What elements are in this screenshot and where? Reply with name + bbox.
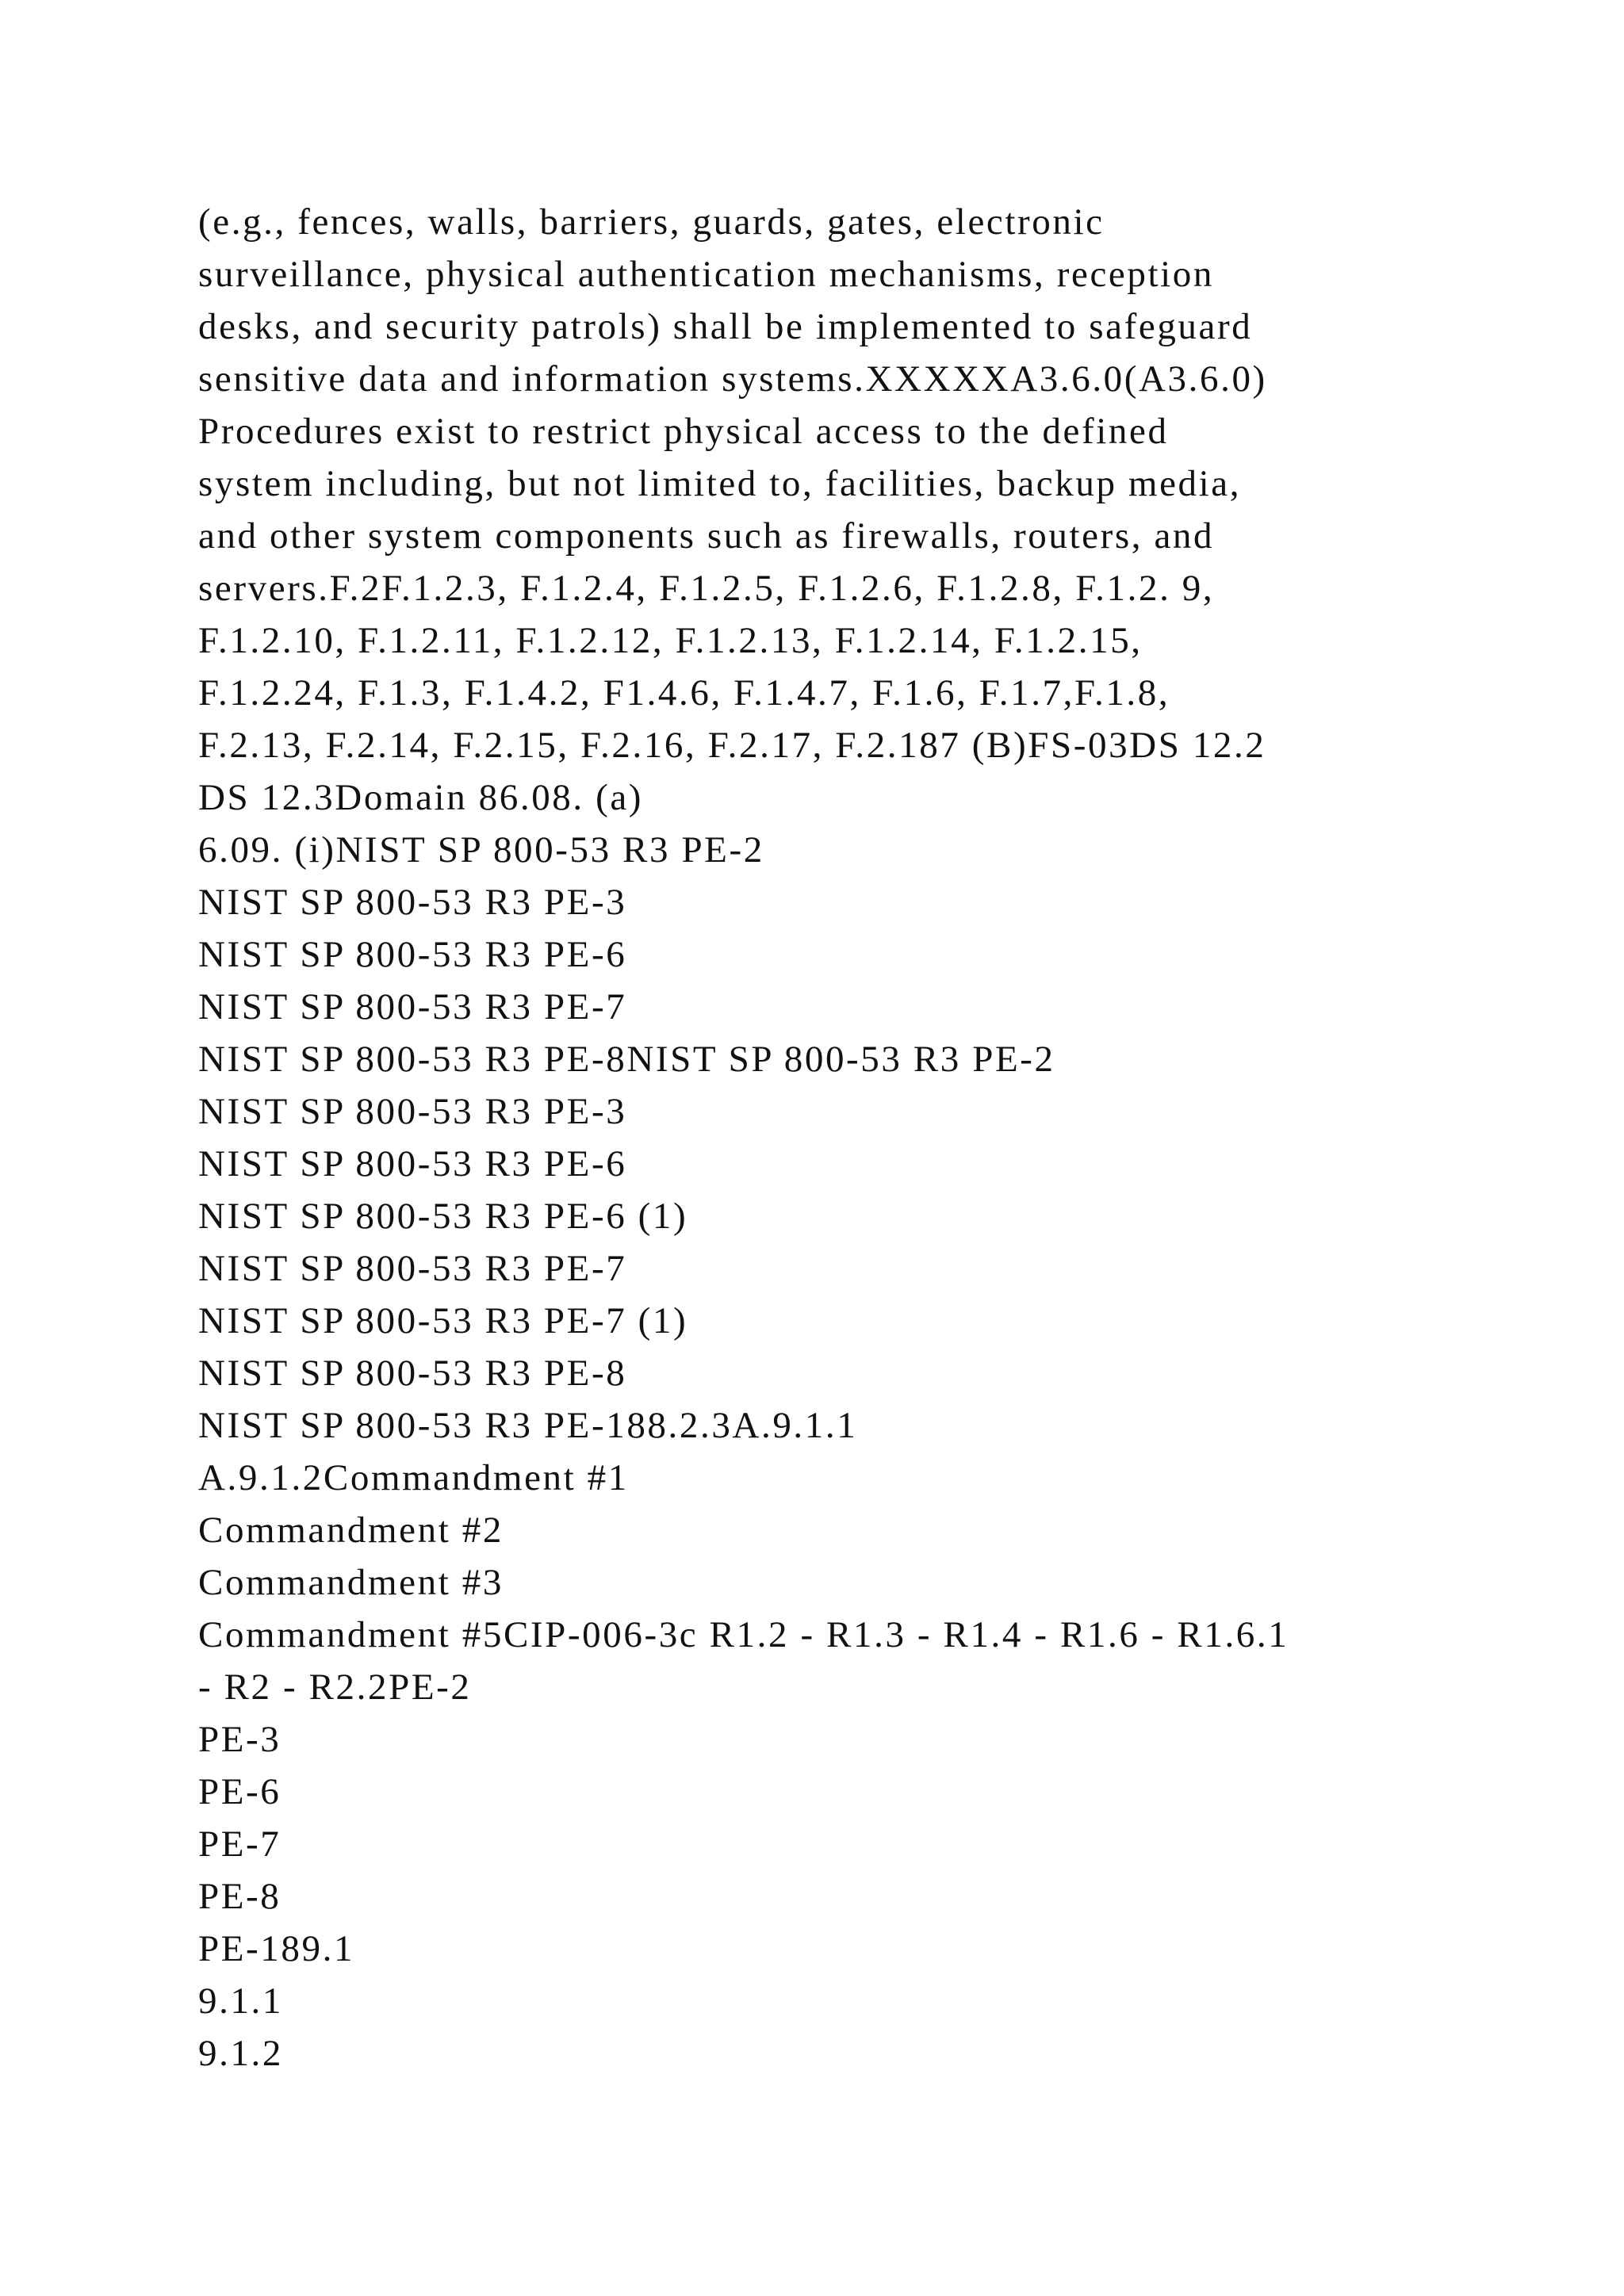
text-line: Commandment #5CIP-006-3c R1.2 - R1.3 - R1.4 - R1.6 - R1.6.1: [198, 1614, 1289, 1655]
text-line: system including, but not limited to, facilities, backup media,: [198, 463, 1242, 504]
text-line: F.2.13, F.2.14, F.2.15, F.2.16, F.2.17, F.2.187 (B)FS-03DS 12.2: [198, 725, 1266, 766]
text-line: NIST SP 800-53 R3 PE-6: [198, 934, 627, 975]
text-line: 9.1.1: [198, 1980, 283, 2022]
text-line: NIST SP 800-53 R3 PE-6: [198, 1143, 627, 1184]
text-line: F.1.2.10, F.1.2.11, F.1.2.12, F.1.2.13, F.1.2.14, F.1.2.15,: [198, 620, 1143, 661]
text-line: Commandment #3: [198, 1562, 504, 1603]
text-line: NIST SP 800-53 R3 PE-7: [198, 1248, 627, 1289]
text-line: Commandment #2: [198, 1510, 504, 1551]
text-line: NIST SP 800-53 R3 PE-188.2.3A.9.1.1: [198, 1405, 858, 1446]
text-line: NIST SP 800-53 R3 PE-3: [198, 882, 627, 923]
text-line: PE-6: [198, 1771, 282, 1812]
text-line: NIST SP 800-53 R3 PE-8NIST SP 800-53 R3 PE-2: [198, 1039, 1055, 1080]
text-line: PE-3: [198, 1719, 282, 1760]
text-line: surveillance, physical authentication mechanisms, reception: [198, 254, 1215, 295]
text-line: desks, and security patrols) shall be implemented to safeguard: [198, 306, 1253, 347]
text-line: PE-8: [198, 1876, 282, 1917]
text-line: 6.09. (i)NIST SP 800-53 R3 PE-2: [198, 829, 764, 871]
text-line: 9.1.2: [198, 2033, 283, 2074]
text-line: PE-7: [198, 1823, 282, 1865]
text-line: servers.F.2F.1.2.3, F.1.2.4, F.1.2.5, F.1.2.6, F.1.2.8, F.1.2. 9,: [198, 568, 1215, 609]
text-line: DS 12.3Domain 86.08. (a): [198, 777, 644, 818]
text-line: - R2 - R2.2PE-2: [198, 1667, 472, 1708]
text-line: F.1.2.24, F.1.3, F.1.4.2, F1.4.6, F.1.4.7, F.1.6, F.1.7,F.1.8,: [198, 672, 1170, 714]
text-line: NIST SP 800-53 R3 PE-3: [198, 1091, 627, 1132]
text-line: Procedures exist to restrict physical access to the defined: [198, 411, 1169, 452]
document-body-text: [198, 196, 1451, 2080]
text-line: NIST SP 800-53 R3 PE-7 (1): [198, 1300, 688, 1341]
text-line: NIST SP 800-53 R3 PE-7: [198, 986, 627, 1027]
text-line: (e.g., fences, walls, barriers, guards, gates, electronic: [198, 201, 1105, 243]
text-line: and other system components such as firewalls, routers, and: [198, 515, 1215, 557]
text-line: NIST SP 800-53 R3 PE-8: [198, 1353, 627, 1394]
text-line: sensitive data and information systems.XXXXXA3.6.0(A3.6.0): [198, 358, 1267, 400]
text-line: A.9.1.2Commandment #1: [198, 1457, 629, 1498]
text-line: PE-189.1: [198, 1928, 355, 1969]
text-line: NIST SP 800-53 R3 PE-6 (1): [198, 1196, 688, 1237]
